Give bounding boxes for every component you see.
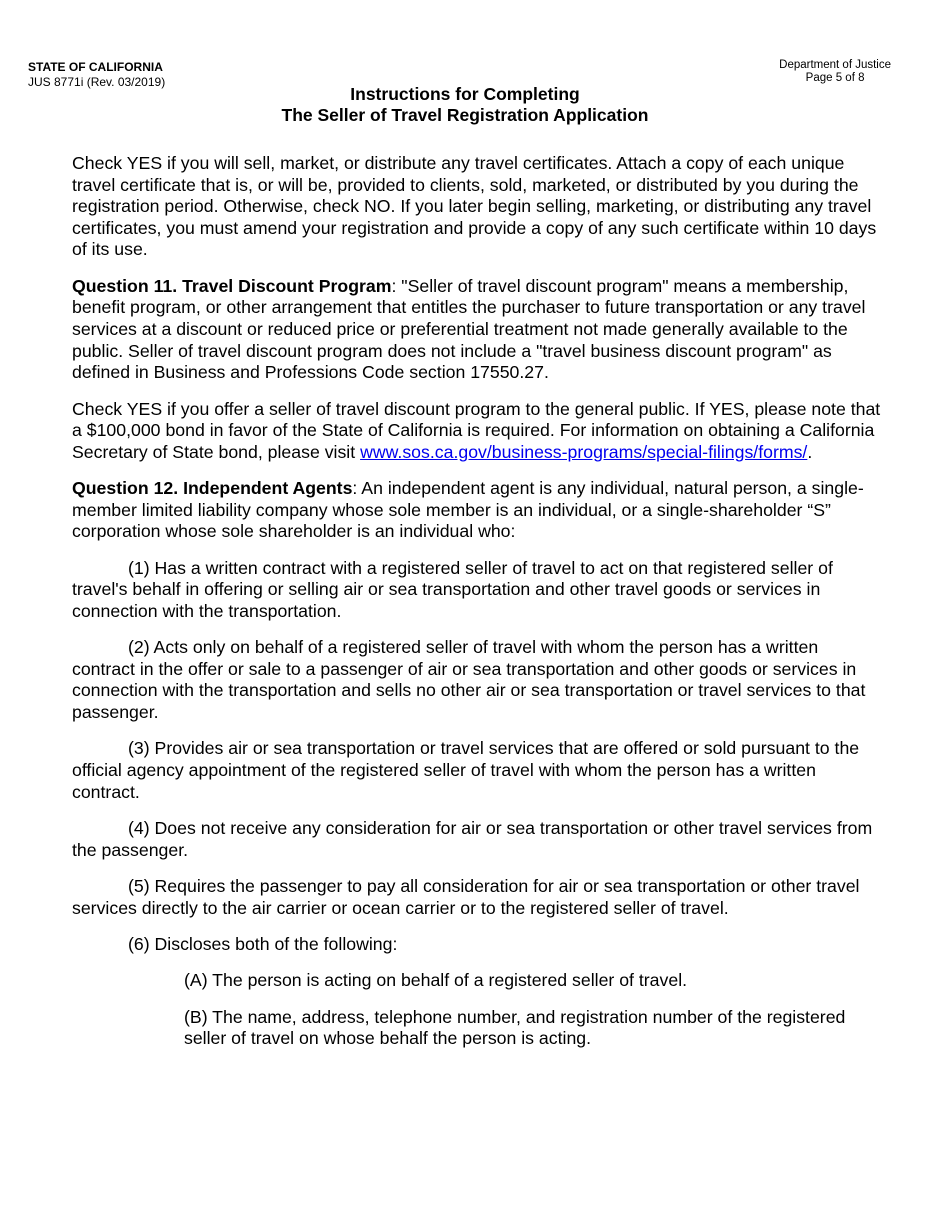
criteria-item-6: (6) Discloses both of the following: — [128, 933, 398, 954]
form-header-right — [779, 59, 891, 85]
sos-forms-link[interactable]: www.sos.ca.gov/business-programs/special-filings/forms/ — [360, 441, 808, 462]
department-label: Department of Justice — [779, 59, 891, 71]
criteria-item-6a: (A) The person is acting on behalf of a registered seller of travel. — [184, 970, 688, 991]
question-11-check-text: Check YES if you offer a seller of travel discount program to the general public. If YES, please note that a $100,000 bond in favor of the State of California is required. For information on obtaining a California Secretary of State bond, please visit — [72, 398, 881, 462]
question-11-text: : "Seller of travel discount program" means a membership, benefit program, or other arrangement that entitles the purchaser to future transportation or any travel services at a discount or reduced price or preferential treatment not made generally available to the public. Seller of travel discount program does not include a "travel business discount program" as defined in Business and Professions Code section 17550.27. — [72, 275, 866, 383]
question-11-paragraph — [72, 276, 882, 384]
criteria-item-4: (4) Does not receive any consideration for air or sea transportation or other travel services from the passenger. — [72, 818, 873, 860]
question-12-heading: Question 12. Independent Agents — [72, 478, 353, 499]
question-11-heading: Question 11. Travel Discount Program — [72, 275, 392, 296]
question-11-end: . — [807, 441, 813, 462]
title-line-2: The Seller of Travel Registration Application — [281, 105, 649, 125]
certificates-paragraph: Check YES if you will sell, market, or distribute any travel certificates. Attach a copy of each unique travel certificate that is, or will be, provided to clients, sold, marketed, or distributed by you during the registration period. Otherwise, check NO. If you later begin selling, marketing, or distributing any travel certificates, you must amend your registration and provide a copy of any such certificate within 10 days of its use. — [72, 153, 877, 260]
criteria-item-6b: (B) The name, address, telephone number, and registration number of the registered seller of travel on whose behalf the person is acting. — [184, 1006, 846, 1049]
title-line-1: Instructions for Completing — [350, 84, 580, 104]
document-body — [72, 153, 882, 1050]
criteria-item-1: (1) Has a written contract with a registered seller of travel to act on that registered seller of travel's behalf in offering or selling air or sea transportation and other travel goods or services in connection with the transportation. — [72, 557, 833, 621]
state-label: STATE OF CALIFORNIA — [28, 60, 163, 74]
page-number: Page 5 of 8 — [805, 72, 865, 84]
criteria-item-2: (2) Acts only on behalf of a registered seller of travel with whom the person has a written contract in the offer or sale to a passenger of air or sea transportation and other goods or services in connection with the transportation and sells no other air or sea transportation or travel services to that passenger. — [72, 637, 866, 723]
page-title — [0, 84, 930, 126]
criteria-item-5: (5) Requires the passenger to pay all consideration for air or sea transportation or other travel services directly to the air carrier or ocean carrier or to the registered seller of travel. — [72, 876, 860, 918]
criteria-item-3: (3) Provides air or sea transportation or travel services that are offered or sold pursuant to the official agency appointment of the registered seller of travel with whom the person has a written contract. — [72, 738, 860, 802]
form-id: JUS 8771i (Rev. 03/2019) — [28, 75, 166, 89]
question-12-paragraph — [72, 478, 882, 543]
question-12-text: : An independent agent is any individual, natural person, a single-member limited liability company whose sole member is an individual, or a single-shareholder “S” corporation whose sole shareholder is an individual who: — [72, 478, 864, 542]
question-11-check-paragraph — [72, 399, 882, 464]
